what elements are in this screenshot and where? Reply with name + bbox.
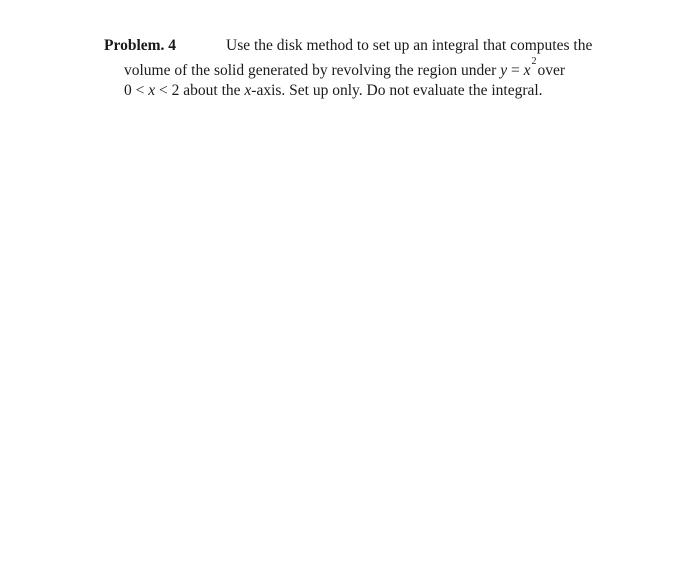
problem-text-2b: over — [537, 62, 566, 79]
problem-statement — [0, 0, 700, 110]
problem-line-2 — [124, 56, 566, 83]
problem-label: Problem. 4 — [104, 37, 177, 54]
problem-line-1 — [104, 36, 592, 56]
math-axis-var: x — [244, 82, 252, 99]
problem-line-3 — [124, 81, 543, 101]
problem-text-2a: volume of the solid generated by revolving the region under — [124, 62, 501, 79]
math-var-x: x — [523, 62, 531, 79]
math-exponent: 2 — [531, 56, 537, 67]
math-var-y: y — [500, 62, 508, 79]
problem-text-3c: -axis. Set up only. Do not evaluate the integral. — [251, 82, 543, 99]
problem-text-3b: < 2 about the — [155, 82, 245, 99]
math-equals: = — [507, 62, 524, 79]
math-var-x-bound: x — [148, 82, 156, 99]
problem-text-1: Use the disk method to set up an integral that computes the — [226, 37, 593, 54]
problem-text-3a: 0 < — [124, 82, 149, 99]
